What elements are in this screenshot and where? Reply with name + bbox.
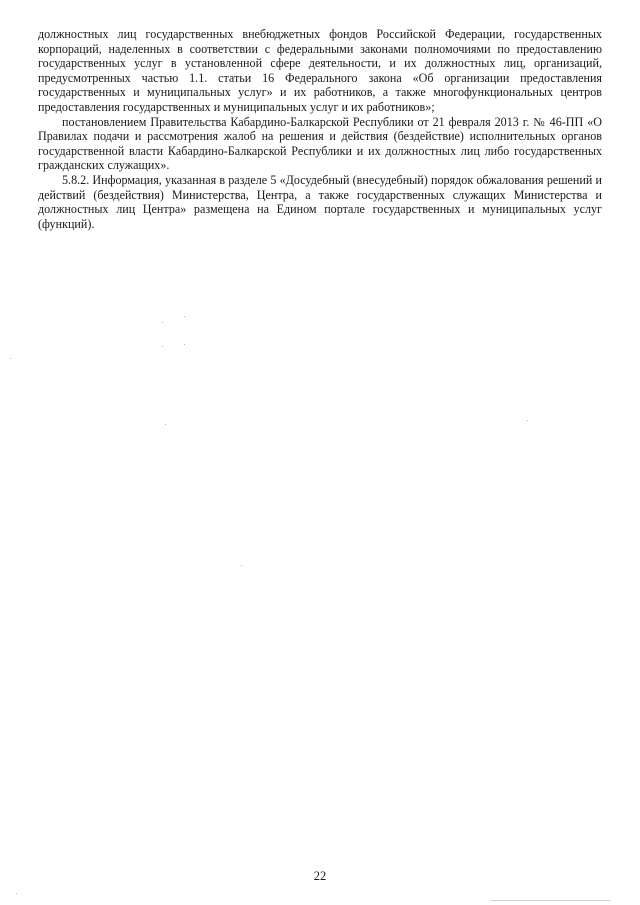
scan-speck <box>241 565 242 566</box>
paragraph-continuation: должностных лиц государственных внебюджетных фондов Российской Федерации, государственных корпораций, наделенных в соответствии с федеральными законами полномочиями по предоставлению государственных услуг в установленной сфере деятельности, и их должностных лиц, организаций, предусмотренных частью 1.1. статьи 16 Федерального закона «Об организации предоставления государственных и муниципальных услуг» и их работников, а также многофункциональных центров предоставления государственных и муниципальных услуг и их работников»; <box>38 27 602 114</box>
page-number: 22 <box>313 869 327 883</box>
scan-speck <box>16 893 17 894</box>
scan-speck <box>162 346 163 347</box>
document-body <box>38 27 602 231</box>
scan-speck <box>184 344 185 345</box>
scan-speck <box>184 316 185 317</box>
scan-speck <box>162 322 163 323</box>
paragraph-government-resolution: постановлением Правительства Кабардино-Балкарской Республики от 21 февраля 2013 г. № 46-ПП «О Правилах подачи и рассмотрения жалоб на решения и действия (бездействие) исполнительных органов государственной власти Кабардино-Балкарской Республики и их должностных лиц либо государственных гражданских служащих». <box>38 114 602 173</box>
scan-speck <box>165 424 166 425</box>
scan-speck <box>10 358 11 359</box>
scan-speck <box>527 420 528 421</box>
scan-edge-line <box>490 900 610 901</box>
paragraph-section-5-8-2: 5.8.2. Информация, указанная в разделе 5 «Досудебный (внесудебный) порядок обжалования решений и действий (бездействия) Министерства, Центра, а также государственных служащих Министерства и должностных лиц Центра» размещена на Едином портале государственных и муниципальных услуг (функций). <box>38 172 602 231</box>
